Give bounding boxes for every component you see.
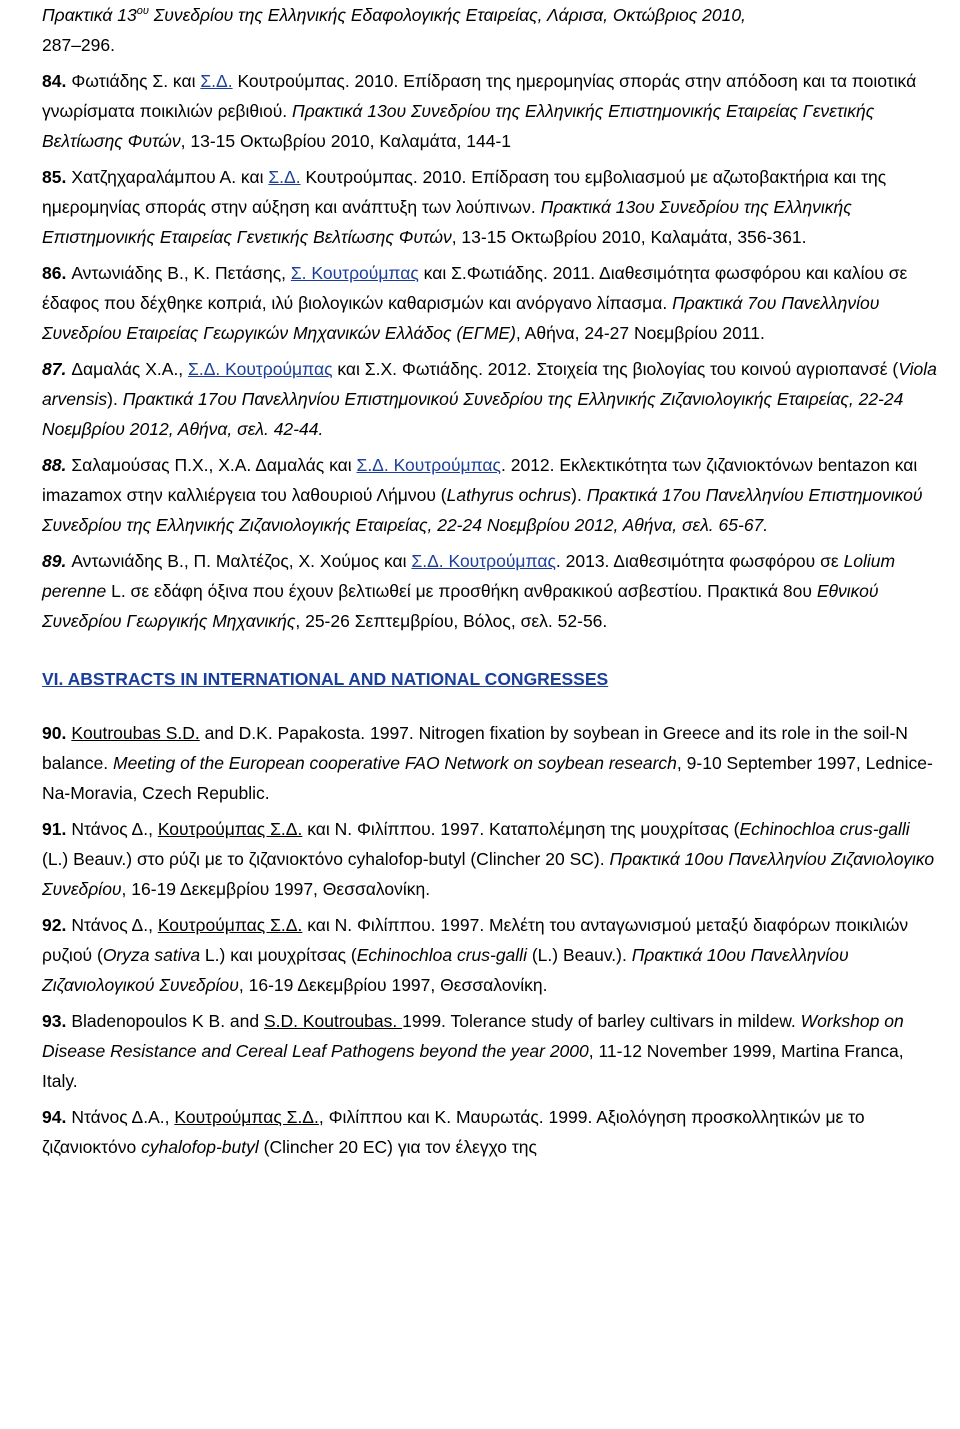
proceedings-title: Πρακτικά $13^{o\upsilon}$ Συνεδρίου της Ελληνικής Εδαφολογικής Εταιρείας, Λάρισα, Οκτώβριος 2010, xyxy=(42,5,746,25)
author-link[interactable]: Σ.Δ. Κουτρούμπας xyxy=(356,455,501,475)
author-link[interactable]: Σ.Δ. xyxy=(268,167,301,187)
author-link[interactable]: Koutroubas S.D. xyxy=(71,723,200,743)
abstract-92: 92. Ντάνος Δ., Κουτρούμπας Σ.Δ. και Ν. Φιλίππου. 1997. Μελέτη του ανταγωνισμού μεταξύ διαφόρων ποικιλιών ρυζιού (Oryza sativa L.) και μουχρίτσας (Echinochloa crus-galli (L.) Beauv.). Πρακτικά 10ου Πανελληνίου Ζιζανιολογικού Συνεδρίου, 16-19 Δεκεμβρίου 1997, Θεσσαλονίκη. xyxy=(42,915,909,995)
reference-86: 86. Αντωνιάδης Β., Κ. Πετάσης, Σ. Κουτρούμπας και Σ.Φωτιάδης. 2011. Διαθεσιμότητα φωσφόρου και καλίου σε έδαφος που δέχθηκε κοπριά, ιλύ βιολογικών καθαρισμών και ανόργανο λίπασμα. Πρακτικά 7ου Πανελληνίου Συνεδρίου Εταιρείας Γεωργικών Μηχανικών Ελλάδος (ΕΓΜΕ), Αθήνα, 24-27 Νοεμβρίου 2011. xyxy=(42,263,908,343)
author-link[interactable]: Σ. Κουτρούμπας xyxy=(290,263,419,283)
author-link[interactable]: Σ.Δ. Κουτρούμπας xyxy=(188,359,333,379)
reference-87: 87. Δαμαλάς Χ.Α., Σ.Δ. Κουτρούμπας και Σ.Χ. Φωτιάδης. 2012. Στοιχεία της βιολογίας του κοινού αγριοπανσέ (Viola arvensis). Πρακτικά 17ου Πανελληνίου Επιστημονικού Συνεδρίου της Ελληνικής Ζιζανιολογικής Εταιρείας, 22-24 Νοεμβρίου 2012, Αθήνα, σελ. 42-44. xyxy=(42,359,937,439)
reference-85: 85. Χατζηχαραλάμπου Α. και Σ.Δ. Κουτρούμπας. 2010. Επίδραση του εμβολιασμού με αζωτοβακτήρια και της ημερομηνίας σποράς στην αύξηση και ανάπτυξη των λούπινων. Πρακτικά 13ου Συνεδρίου της Ελληνικής Επιστημονικής Εταιρείας Γενετικής Βελτίωσης Φυτών, 13-15 Οκτωβρίου 2010, Καλαμάτα, 356-361. xyxy=(42,167,887,247)
author-link[interactable]: Σ.Δ. xyxy=(200,71,233,91)
reference-continuation: Πρακτικά $13^{o\upsilon}$ Συνεδρίου της Ελληνικής Εδαφολογικής Εταιρείας, Λάρισα, Οκτώβριος 2010, 287–296. xyxy=(42,5,746,55)
abstract-91: 91. Ντάνος Δ., Κουτρούμπας Σ.Δ. και Ν. Φιλίππου. 1997. Καταπολέμηση της μουχρίτσας (Echinochloa crus-galli (L.) Beauv.) στο ρύζι με το ζιζανιοκτόνο cyhalofop-butyl (Clincher 20 SC). Πρακτικά 10ου Πανελληνίου Ζιζανιολογικο Συνεδρίου, 16-19 Δεκεμβρίου 1997, Θεσσαλονίκη. xyxy=(42,819,935,899)
abstract-93: 93. Bladenopoulos K B. and S.D. Koutroubas. 1999. Tolerance study of barley cultivars in mildew. Workshop on Disease Resistance and Cereal Leaf Pathogens beyond the year 2000, 11-12 November 1999, Martina Franca, Italy. xyxy=(42,1011,904,1091)
author-link[interactable]: Κουτρούμπας Σ.Δ. xyxy=(157,915,303,935)
reference-84: 84. Φωτιάδης Σ. και Σ.Δ. Κουτρούμπας. 2010. Επίδραση της ημερομηνίας σποράς στην απόδοση και τα ποιοτικά γνωρίσματα ποικιλιών ρεβιθιού. Πρακτικά 13ου Συνεδρίου της Ελληνικής Επιστημονικής Εταιρείας Γενετικής Βελτίωσης Φυτών, 13-15 Οκτωβρίου 2010, Καλαμάτα, 144-1 xyxy=(42,71,917,151)
reference-89: 89. Αντωνιάδης Β., Π. Μαλτέζος, Χ. Χούμος και Σ.Δ. Κουτρούμπας. 2013. Διαθεσιμότητα φωσφόρου σε Lolium perenne L. σε εδάφη όξινα που έχουν βελτιωθεί με προσθήκη ανθρακικού ασβεστίου. Πρακτικά 8ου Εθνικού Συνεδρίου Γεωργικής Μηχανικής, 25-26 Σεπτεμβρίου, Βόλος, σελ. 52-56. xyxy=(42,551,896,631)
document-page xyxy=(42,0,940,1168)
author-link[interactable]: Κουτρούμπας Σ.Δ. xyxy=(174,1107,319,1127)
author-link[interactable]: Σ.Δ. Κουτρούμπας xyxy=(411,551,556,571)
abstract-94: 94. Ντάνος Δ.Α., Κουτρούμπας Σ.Δ., Φιλίππου και Κ. Μαυρωτάς. 1999. Αξιολόγηση προσκολλητικών με το ζιζανιοκτόνο cyhalofop-butyl (Clincher 20 EC) για τον έλεγχο της xyxy=(42,1107,865,1157)
author-link[interactable]: Κουτρούμπας Σ.Δ. xyxy=(157,819,303,839)
abstract-90: 90. Koutroubas S.D. and D.K. Papakosta. 1997. Nitrogen fixation by soybean in Greece and its role in the soil-N balance. Meeting of the European cooperative FAO Network on soybean research, 9-10 September 1997, Lednice-Na-Moravia, Czech Republic. xyxy=(42,723,933,803)
section-heading[interactable]: VI. ABSTRACTS IN INTERNATIONAL AND NATIONAL CONGRESSES xyxy=(42,669,609,689)
author-link[interactable]: S.D. Koutroubas. xyxy=(263,1011,403,1031)
reference-88: 88. Σαλαμούσας Π.Χ., Χ.Α. Δαμαλάς και Σ.Δ. Κουτρούμπας. 2012. Εκλεκτικότητα των ζιζανιοκτόνων bentazon και imazamox στην καλλιέργεια του λαθουριού Λήμνου (Lathyrus ochrus). Πρακτικά 17ου Πανελληνίου Επιστημονικού Συνεδρίου της Ελληνικής Ζιζανιολογικής Εταιρείας, 22-24 Νοεμβρίου 2012, Αθήνα, σελ. 65-67. xyxy=(42,455,923,535)
